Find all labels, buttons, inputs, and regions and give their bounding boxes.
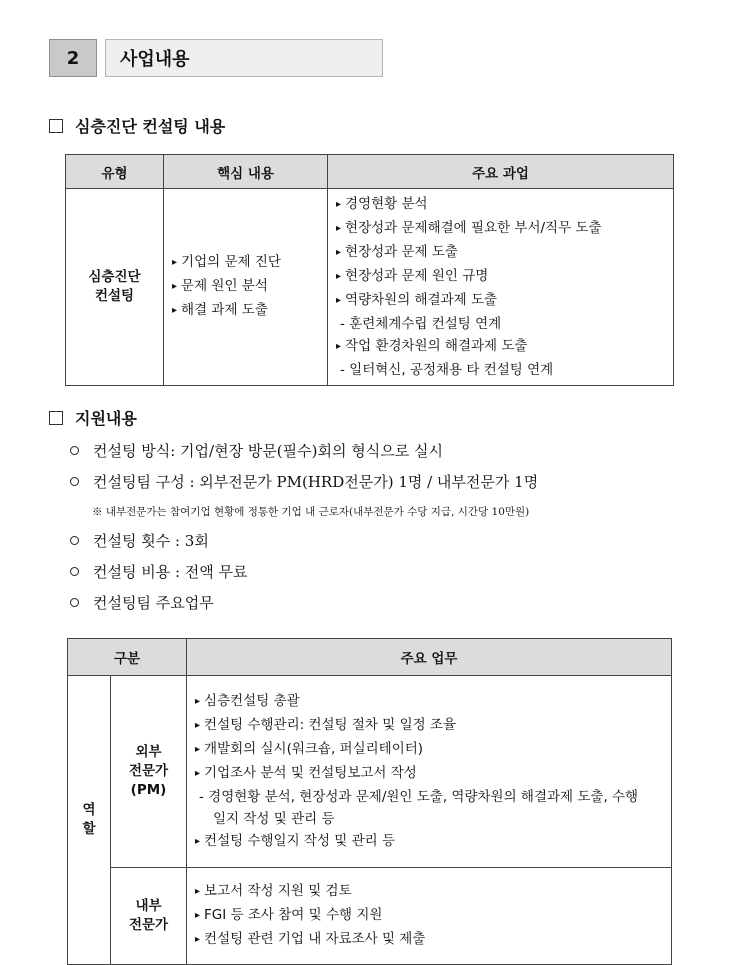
list-item: ▸ 컨설팅 수행관리: 컨설팅 절차 및 일정 조율	[195, 714, 665, 738]
section-header	[49, 39, 383, 77]
list-item: ▸ 컨설팅 수행일지 작성 및 관리 등	[195, 830, 665, 854]
support-heading	[49, 406, 137, 429]
support-list	[70, 435, 538, 618]
role-group-cell: 역 할	[68, 676, 111, 965]
header-duties: 주요 업무	[187, 639, 672, 676]
circle-bullet-icon	[70, 598, 79, 607]
list-item: ▸ 현장성과 문제 도출	[336, 241, 665, 265]
section-number: 2	[49, 39, 97, 77]
tasks-cell	[328, 189, 674, 386]
external-label: 외부 전문가 (PM)	[111, 676, 187, 868]
header-tasks: 주요 과업	[328, 155, 674, 189]
core-list	[172, 251, 326, 323]
list-item: ▸ 해결 과제 도출	[172, 299, 326, 323]
list-item: - 일터혁신, 공정채용 타 컨설팅 연계	[340, 362, 554, 378]
list-item: ▸ 개발회의 실시(워크숍, 퍼실리테이터)	[195, 738, 665, 762]
checkbox-icon	[49, 119, 63, 133]
list-item: ▸ 현장성과 문제해결에 필요한 부서/직무 도출	[336, 217, 665, 241]
table-row	[68, 868, 672, 965]
list-item: ▸ 심층컨설팅 총괄	[195, 690, 665, 714]
list-item: ▸ 보고서 작성 지원 및 검토	[195, 880, 665, 904]
consult-content-heading-text: 심층진단 컨설팅 내용	[75, 117, 226, 136]
consult-content-table	[65, 154, 674, 386]
support-item-count: 컨설팅 횟수 : 3회	[70, 525, 538, 556]
list-item: ▸ FGI 등 조사 참여 및 수행 지원	[195, 904, 665, 928]
circle-bullet-icon	[70, 477, 79, 486]
checkbox-icon	[49, 411, 63, 425]
internal-duties	[187, 868, 672, 965]
list-item: ▸ 작업 환경차원의 해결과제 도출	[336, 335, 665, 359]
list-item: ▸ 역량차원의 해결과제 도출	[336, 289, 665, 313]
list-item: ▸ 기업의 문제 진단	[172, 251, 326, 275]
header-core: 핵심 내용	[164, 155, 328, 189]
support-note: ※ 내부전문가는 참여기업 현황에 정통한 기업 내 근로자(내부전문가 수당 지급, 시간당 10만원)	[92, 505, 530, 518]
list-item: ▸ 문제 원인 분석	[172, 275, 326, 299]
external-list	[195, 690, 665, 854]
list-item: 일지 작성 및 관리 등	[213, 810, 335, 827]
list-item: - 훈련체계수립 컨설팅 연계	[340, 316, 502, 332]
support-heading-text: 지원내용	[75, 409, 137, 428]
core-cell	[164, 189, 328, 386]
table-header-row	[68, 639, 672, 676]
support-item-cost: 컨설팅 비용 : 전액 무료	[70, 556, 538, 587]
tasks-list	[336, 193, 665, 381]
header-type: 유형	[66, 155, 164, 189]
table-row	[66, 189, 674, 386]
internal-label: 내부 전문가	[111, 868, 187, 965]
list-item: ▸ 현장성과 문제 원인 규명	[336, 265, 665, 289]
support-item-duties: 컨설팅팀 주요업무	[70, 587, 538, 618]
list-item: ▸ 컨설팅 관련 기업 내 자료조사 및 제출	[195, 928, 665, 952]
circle-bullet-icon	[70, 567, 79, 576]
type-cell: 심층진단 컨설팅	[66, 189, 164, 386]
circle-bullet-icon	[70, 446, 79, 455]
internal-list	[195, 880, 665, 952]
list-item: ▸ 경영현황 분석	[336, 193, 665, 217]
section-title: 사업내용	[105, 39, 383, 77]
support-item-team: 컨설팅팀 구성 : 외부전문가 PM(HRD전문가) 1명 / 내부전문가 1명	[70, 466, 538, 497]
list-item: - 경영현황 분석, 현장성과 문제/원인 도출, 역량차원의 해결과제 도출, 수행	[199, 788, 639, 805]
roles-table	[67, 638, 672, 965]
header-division: 구분	[68, 639, 187, 676]
list-item: ▸ 기업조사 분석 및 컨설팅보고서 작성	[195, 762, 665, 786]
consult-content-heading	[49, 114, 225, 137]
external-duties	[187, 676, 672, 868]
support-item-method: 컨설팅 방식: 기업/현장 방문(필수)회의 형식으로 실시	[70, 435, 538, 466]
circle-bullet-icon	[70, 536, 79, 545]
table-header-row	[66, 155, 674, 189]
table-row	[68, 676, 672, 868]
